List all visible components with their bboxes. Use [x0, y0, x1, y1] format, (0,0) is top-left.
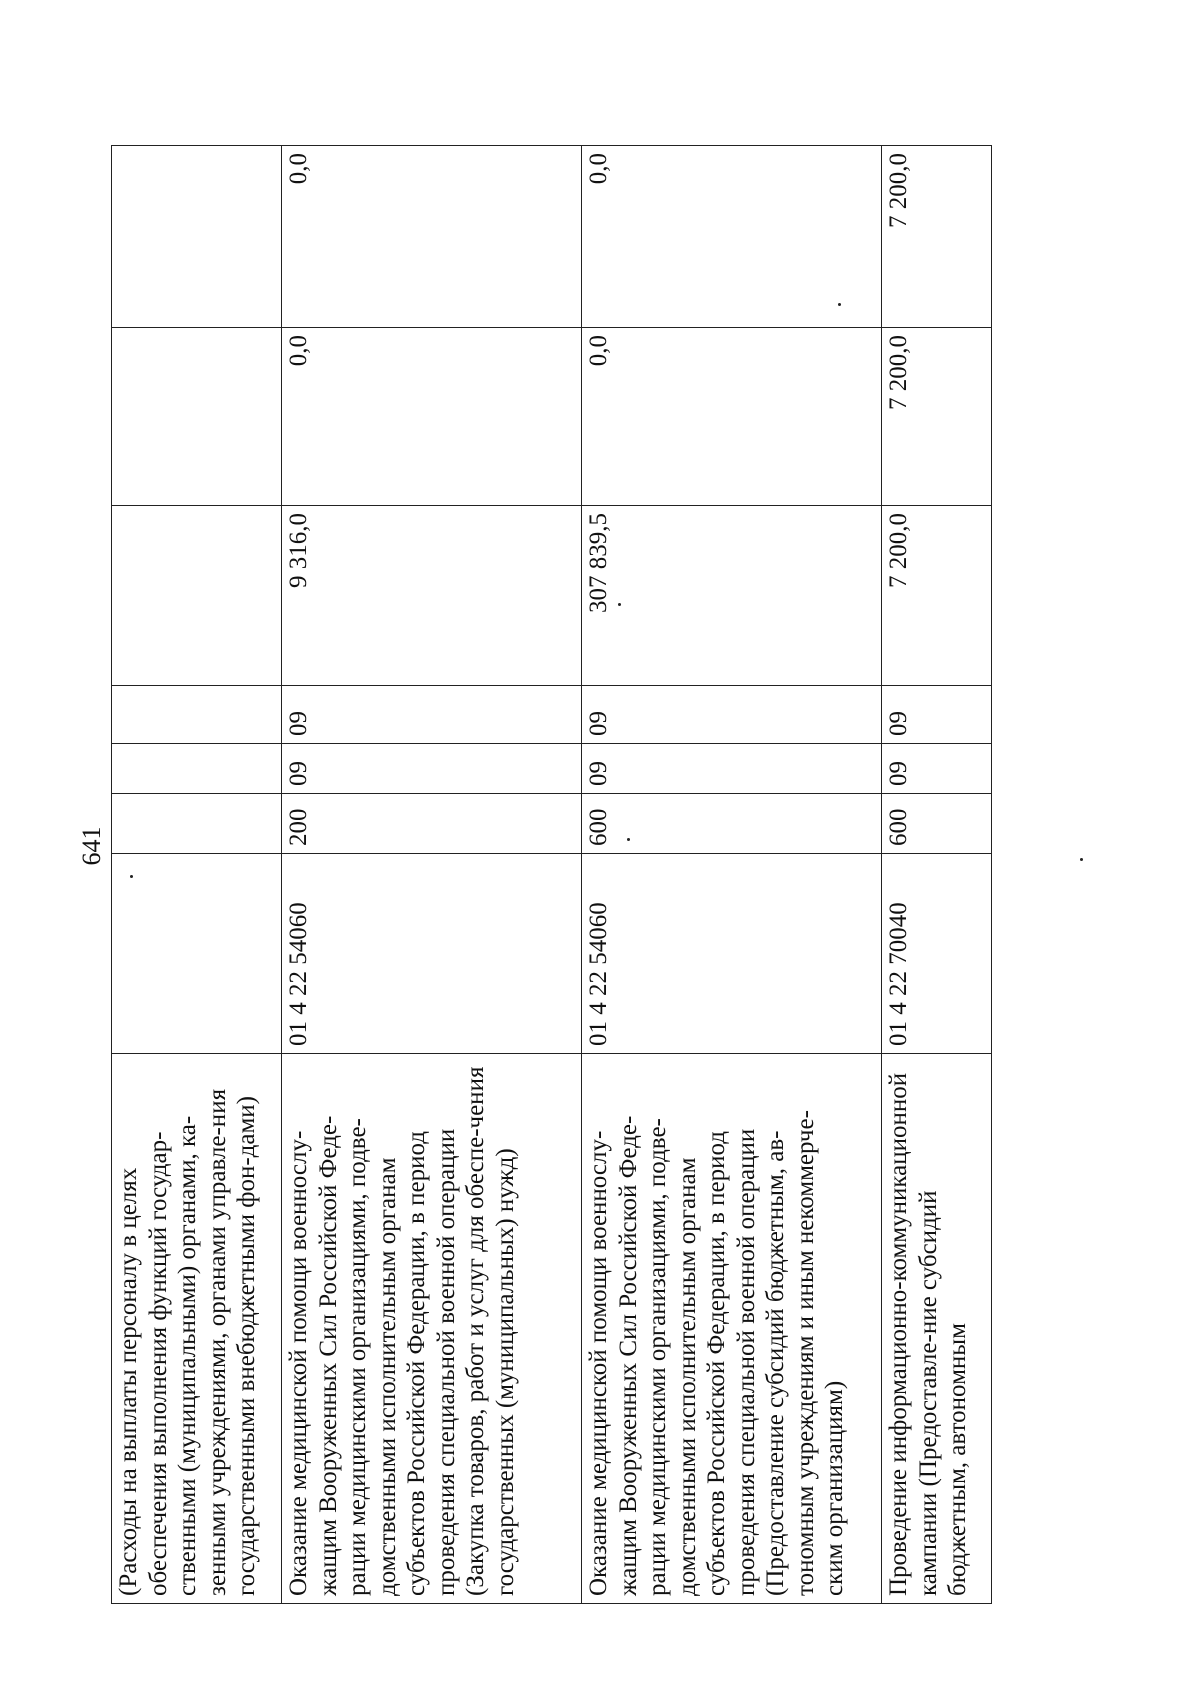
target-article-code: 01 4 22 70040	[882, 854, 992, 1054]
target-article-code: 01 4 22 54060	[582, 854, 882, 1054]
budget-table	[111, 145, 992, 1604]
expense-type-code	[112, 794, 282, 854]
expense-type-code: 600	[582, 794, 882, 854]
amount-year-1: 307 839,5	[582, 506, 882, 686]
amount-year-2: 0,0	[282, 328, 582, 506]
subsection-code	[112, 686, 282, 744]
amount-year-3: 0,0	[582, 146, 882, 328]
subsection-code: 09	[282, 686, 582, 744]
table-row	[582, 146, 882, 1604]
target-article-code	[112, 854, 282, 1054]
row-description: (Расходы на выплаты персоналу в целях обеспечения выполнения функций государ-ственными (муниципальными) органами, ка-зенными учреждениями, органами управле-ния государственными внебюджетными фон-дами)	[112, 1054, 282, 1604]
table-row	[112, 146, 282, 1604]
expense-type-code: 200	[282, 794, 582, 854]
row-description: Проведение информационно-коммуникационной кампании (Предоставле-ние субсидий бюджетным, автономным	[882, 1054, 992, 1604]
target-article-code: 01 4 22 54060	[282, 854, 582, 1054]
amount-year-3	[112, 146, 282, 328]
row-description: Оказание медицинской помощи военнослу-жащим Вооруженных Сил Российской Феде-рации медицинскими организациями, подве-домственными исполнительным органам субъектов Российской Федерации, в период проведения специальной военной операции (Закупка товаров, работ и услуг для обеспе-чения государственных (муниципальных) нужд)	[282, 1054, 582, 1604]
amount-year-1: 7 200,0	[882, 506, 992, 686]
subsection-code: 09	[882, 686, 992, 744]
section-code: 09	[282, 744, 582, 794]
scan-speck	[1080, 858, 1083, 861]
amount-year-3: 7 200,0	[882, 146, 992, 328]
section-code: 09	[582, 744, 882, 794]
table-row	[282, 146, 582, 1604]
amount-year-3: 0,0	[282, 146, 582, 328]
section-code: 09	[882, 744, 992, 794]
amount-year-1: 9 316,0	[282, 506, 582, 686]
section-code	[112, 744, 282, 794]
subsection-code: 09	[582, 686, 882, 744]
amount-year-1	[112, 506, 282, 686]
page-number: 641	[77, 826, 106, 866]
table-row	[882, 146, 992, 1604]
expense-type-code: 600	[882, 794, 992, 854]
amount-year-2	[112, 328, 282, 506]
amount-year-2: 7 200,0	[882, 328, 992, 506]
row-description: Оказание медицинской помощи военнослу-жащим Вооруженных Сил Российской Феде-рации медицинскими организациями, подве-домственными исполнительным органам субъектов Российской Федерации, в период проведения специальной военной операции (Предоставление субсидий бюджетным, ав-тономным учреждениям и иным некоммерче-ским организациям)	[582, 1054, 882, 1604]
amount-year-2: 0,0	[582, 328, 882, 506]
